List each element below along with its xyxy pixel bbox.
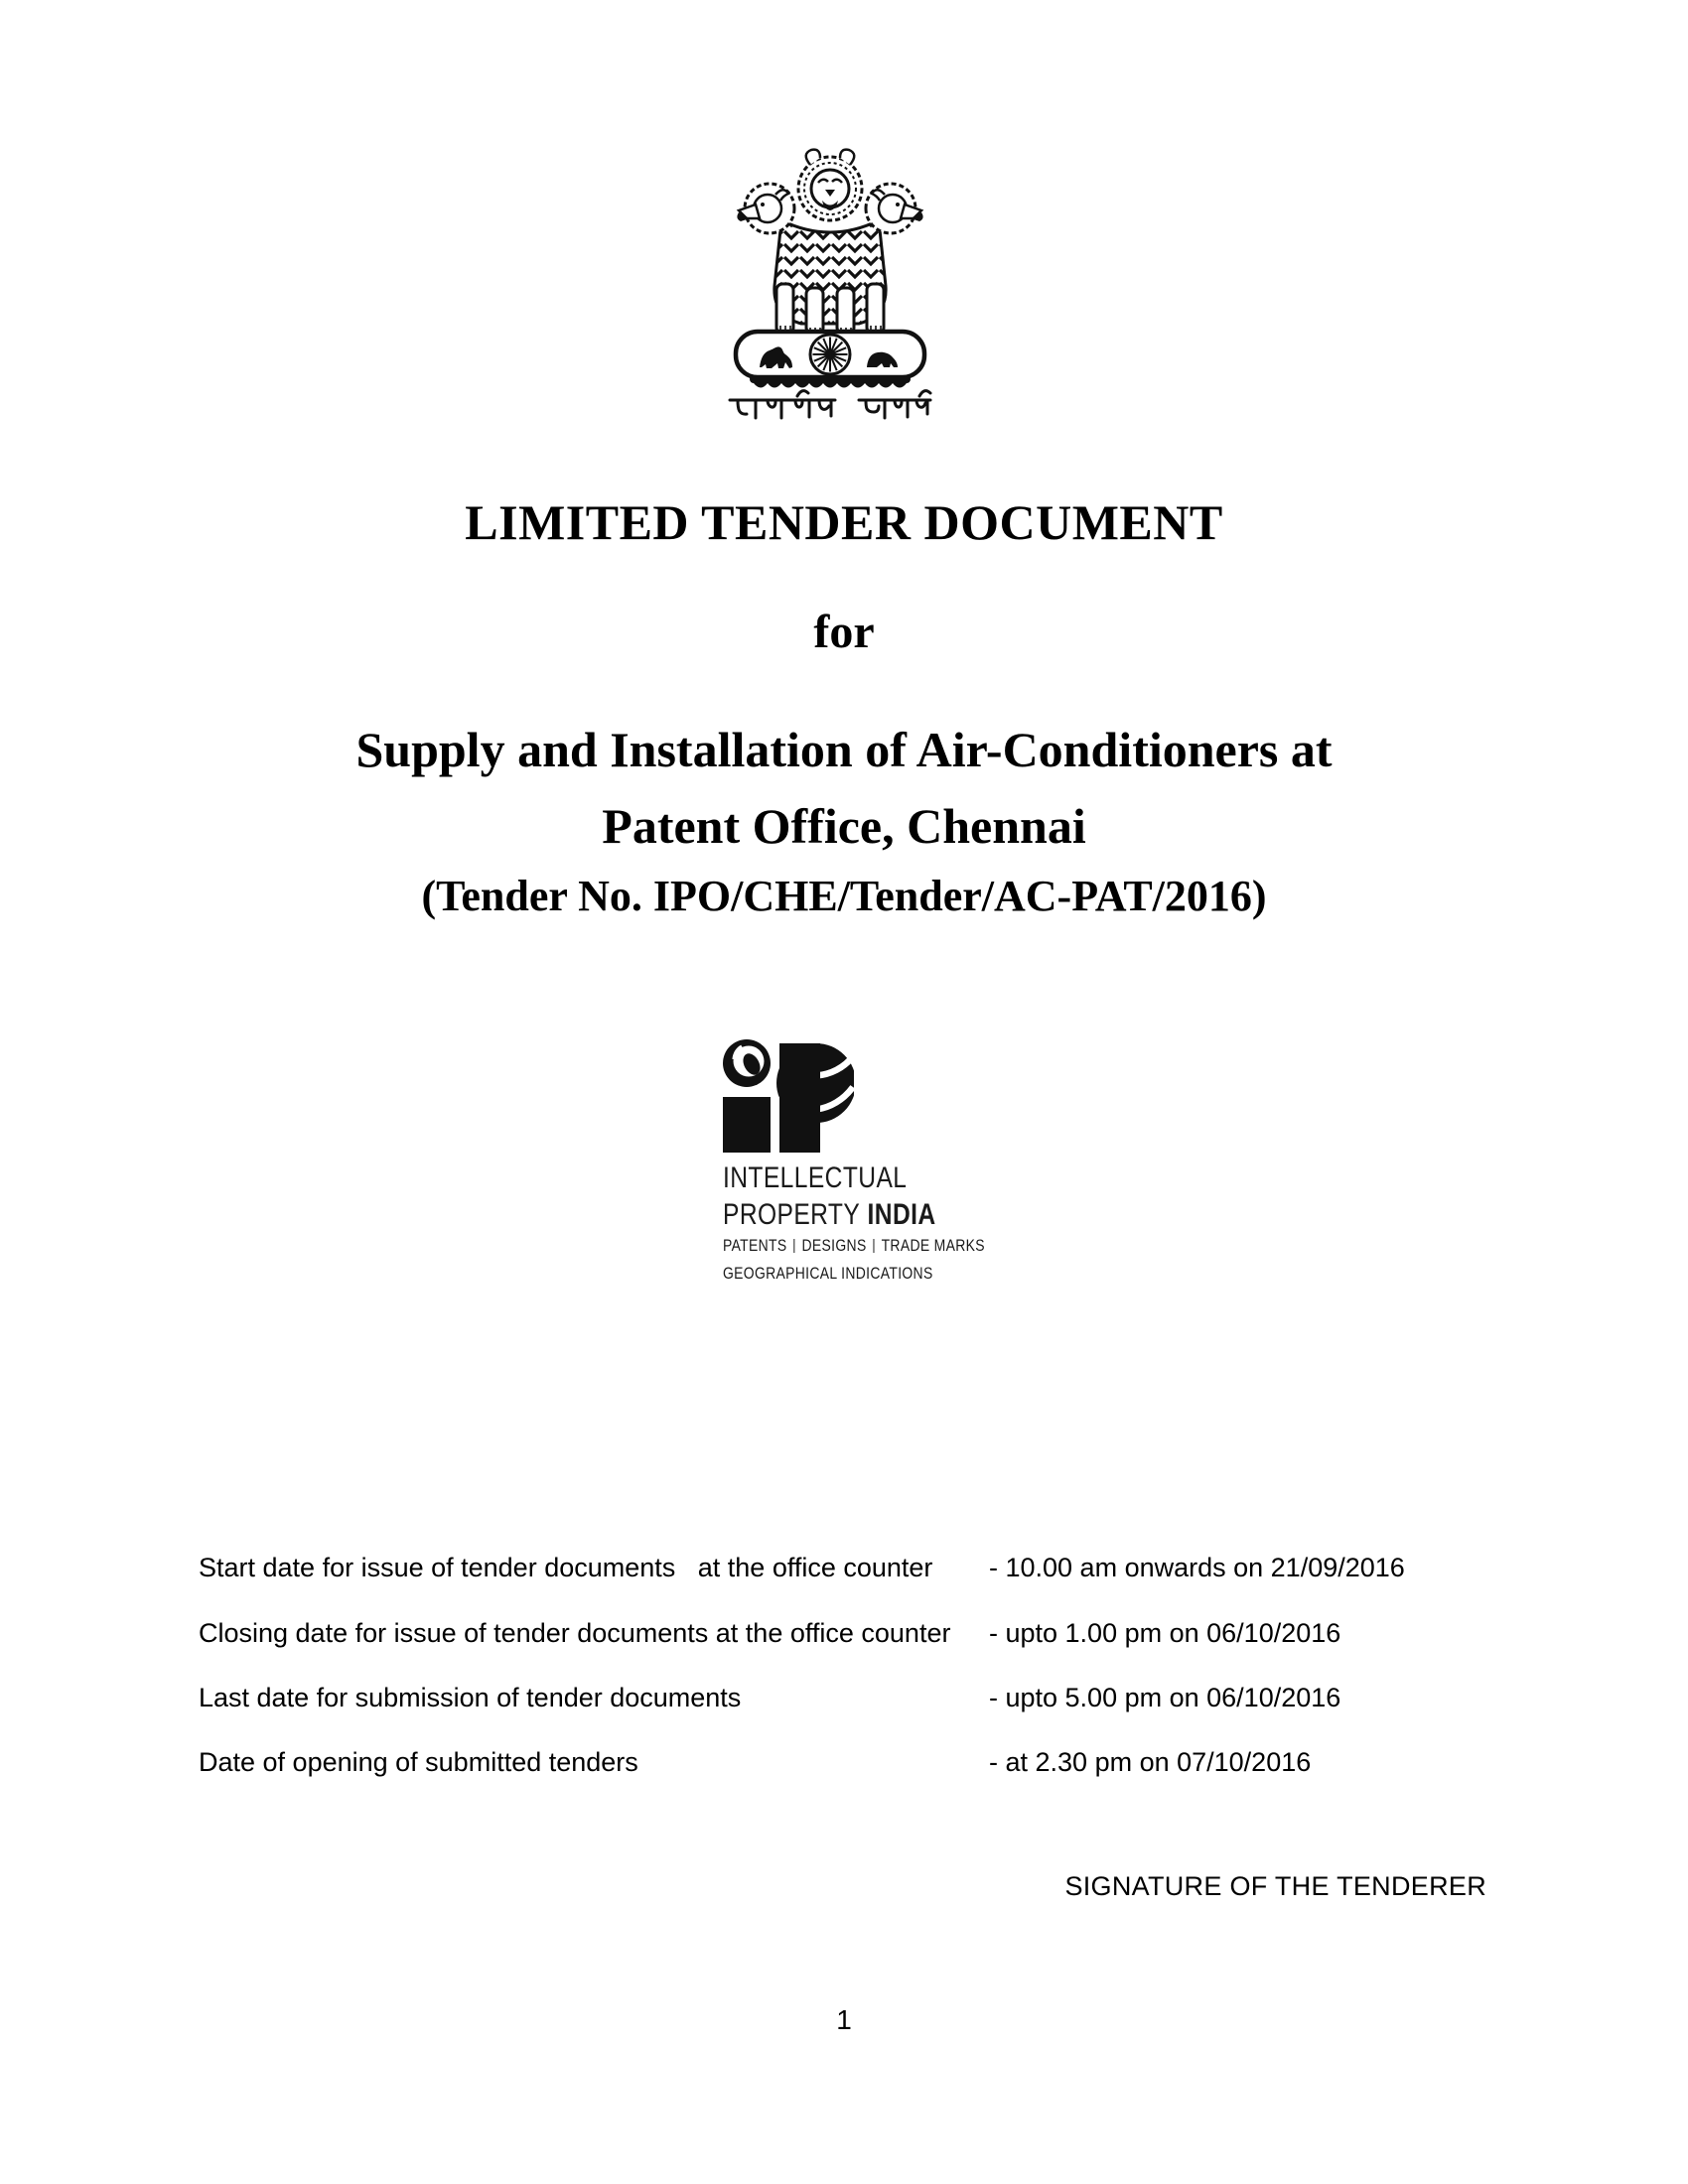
logo-text-patents: PATENTS xyxy=(723,1236,787,1255)
ip-india-logo-icon xyxy=(723,1037,854,1153)
i-stem xyxy=(723,1097,771,1153)
logo-text-services xyxy=(723,1237,985,1254)
logo-text-designs: DESIGNS xyxy=(801,1236,867,1255)
schedule-row-last-date xyxy=(199,1682,1509,1713)
preposition-for: for xyxy=(813,606,875,658)
base-scallop xyxy=(754,383,907,388)
left-lion-head xyxy=(737,184,794,233)
schedule-label: Start date for issue of tender documents at the office counter xyxy=(199,1553,933,1582)
schedule-row-closing-date xyxy=(199,1617,1509,1649)
national-emblem-of-india xyxy=(720,139,940,427)
schedule-value: - 10.00 am onwards on 21/09/2016 xyxy=(989,1553,1405,1582)
subject-line-2: Patent Office, Chennai xyxy=(602,798,1086,854)
schedule-row-opening-date xyxy=(199,1746,1509,1778)
schedule-value: - at 2.30 pm on 07/10/2016 xyxy=(989,1747,1312,1777)
logo-text-geographical-indications: GEOGRAPHICAL INDICATIONS xyxy=(723,1264,933,1283)
logo-text-india: INDIA xyxy=(867,1198,936,1231)
schedule-value: - upto 5.00 pm on 06/10/2016 xyxy=(989,1683,1341,1712)
signature-line: SIGNATURE OF THE TENDERER xyxy=(1064,1871,1486,1901)
logo-text-property: PROPERTY xyxy=(723,1198,861,1231)
page-number: 1 xyxy=(836,2004,852,2035)
logo-text-trade-marks: TRADE MARKS xyxy=(881,1236,985,1255)
schedule-row-start-date xyxy=(199,1552,1509,1583)
motto-script xyxy=(730,391,930,418)
subject-line-1: Supply and Installation of Air-Conditioners at xyxy=(355,722,1333,777)
base-rim xyxy=(750,375,911,383)
schedule-value: - upto 1.00 pm on 06/10/2016 xyxy=(989,1618,1341,1648)
schedule-label: Date of opening of submitted tenders xyxy=(199,1747,638,1777)
logo-text-intellectual: INTELLECTUAL xyxy=(723,1161,908,1194)
tender-number-line: (Tender No. IPO/CHE/Tender/AC-PAT/2016) xyxy=(421,872,1267,920)
separator-bar: | xyxy=(792,1237,796,1254)
center-lion-head xyxy=(798,150,862,220)
p-stem xyxy=(779,1043,820,1153)
separator-bar: | xyxy=(872,1237,876,1254)
dharma-chakra xyxy=(810,335,850,374)
schedule-label: Last date for submission of tender documents xyxy=(199,1683,742,1712)
document-title: LIMITED TENDER DOCUMENT xyxy=(465,494,1223,550)
schedule-label: Closing date for issue of tender documents at the office counter xyxy=(199,1618,951,1648)
right-lion-head xyxy=(866,184,923,233)
logo-text-property-india xyxy=(723,1200,936,1230)
